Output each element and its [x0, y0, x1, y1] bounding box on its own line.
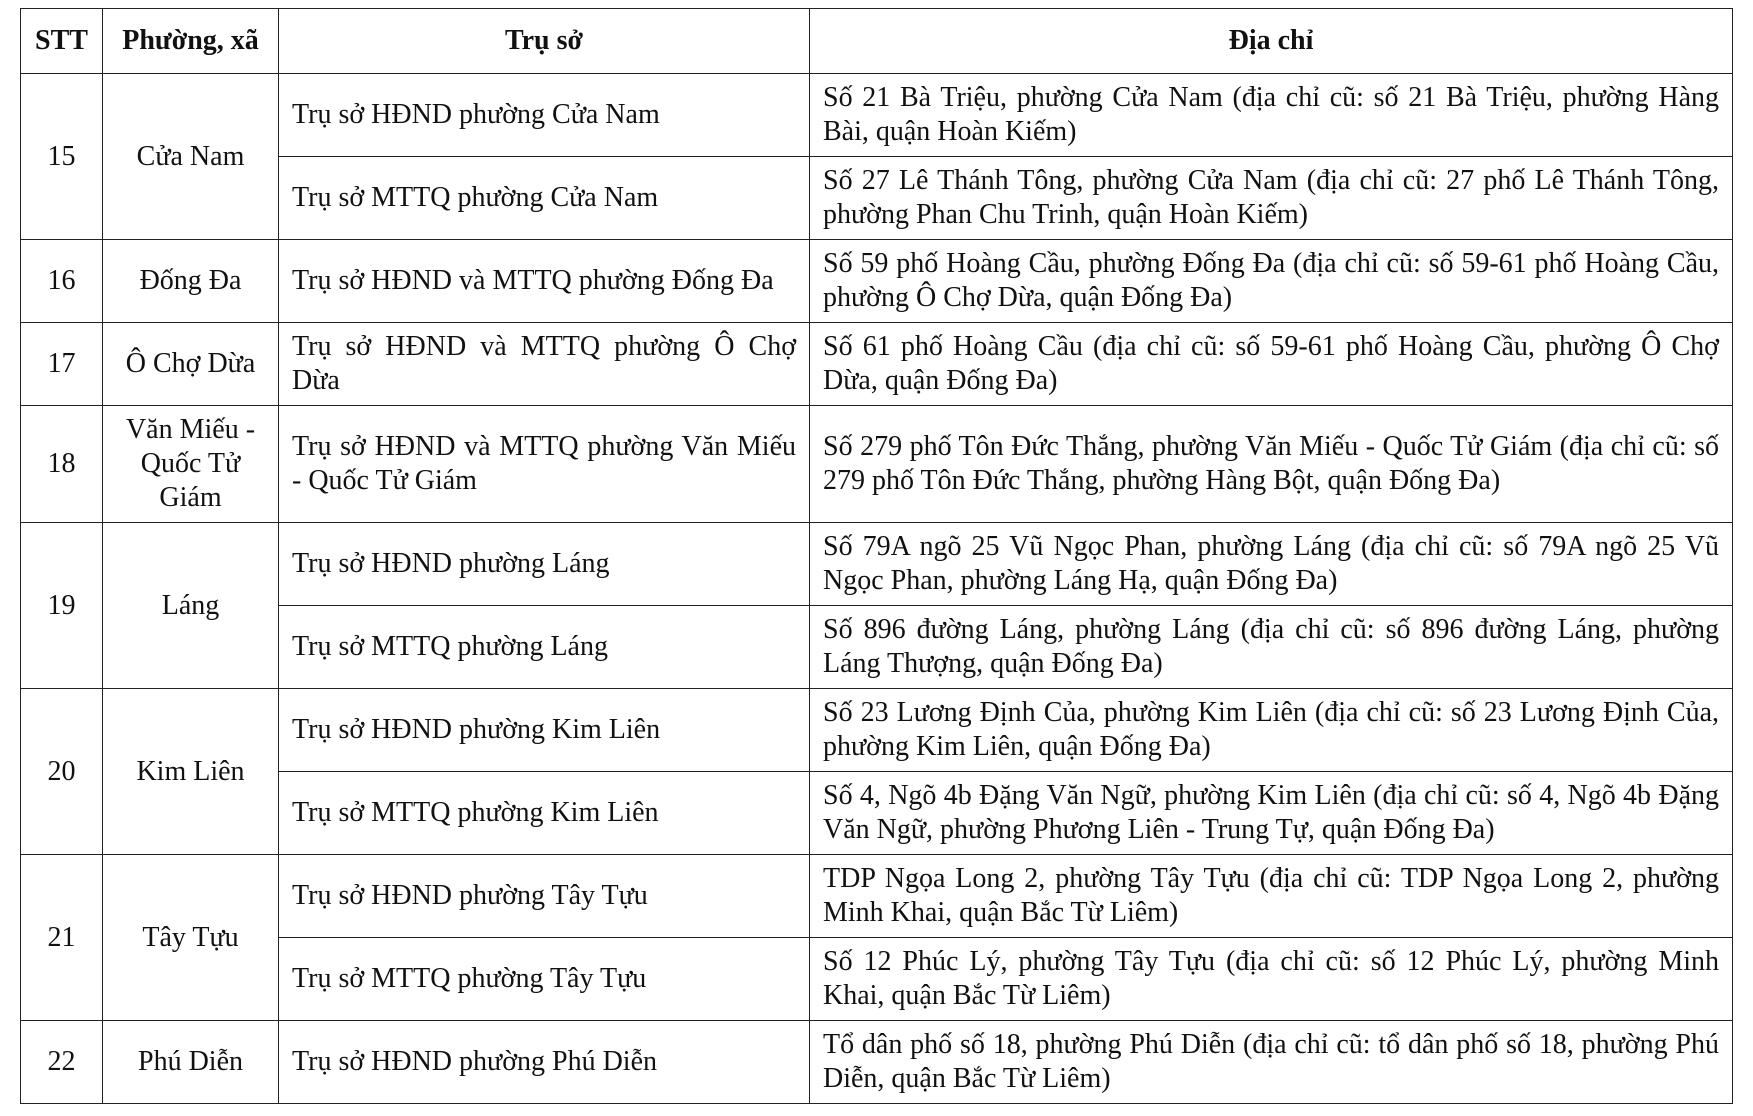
row-address: Tổ dân phố số 18, phường Phú Diễn (địa chỉ cũ: tổ dân phố số 18, phường Phú Diễn, quận Bắc Từ Liêm)	[810, 1021, 1733, 1104]
table-row	[21, 323, 1733, 406]
row-stt: 16	[21, 240, 103, 323]
row-ward: Đống Đa	[103, 240, 279, 323]
office-address-table	[20, 8, 1733, 1104]
row-office: Trụ sở MTTQ phường Láng	[279, 606, 810, 689]
row-address: Số 21 Bà Triệu, phường Cửa Nam (địa chỉ cũ: số 21 Bà Triệu, phường Hàng Bài, quận Hoàn Kiếm)	[810, 74, 1733, 157]
row-address: TDP Ngọa Long 2, phường Tây Tựu (địa chỉ cũ: TDP Ngọa Long 2, phường Minh Khai, quận Bắc Từ Liêm)	[810, 855, 1733, 938]
row-ward: Láng	[103, 523, 279, 689]
row-address: Số 27 Lê Thánh Tông, phường Cửa Nam (địa chỉ cũ: 27 phố Lê Thánh Tông, phường Phan Chu Trinh, quận Hoàn Kiếm)	[810, 157, 1733, 240]
row-address: Số 12 Phúc Lý, phường Tây Tựu (địa chỉ cũ: số 12 Phúc Lý, phường Minh Khai, quận Bắc Từ Liêm)	[810, 938, 1733, 1021]
table-row	[21, 74, 1733, 157]
table-row	[21, 1021, 1733, 1104]
row-ward: Văn Miếu - Quốc Tử Giám	[103, 406, 279, 523]
row-address: Số 59 phố Hoàng Cầu, phường Đống Đa (địa chỉ cũ: số 59-61 phố Hoàng Cầu, phường Ô Chợ Dừa, quận Đống Đa)	[810, 240, 1733, 323]
row-ward: Ô Chợ Dừa	[103, 323, 279, 406]
row-office: Trụ sở HĐND và MTTQ phường Văn Miếu - Quốc Tử Giám	[279, 406, 810, 523]
table-row	[21, 689, 1733, 772]
row-office: Trụ sở HĐND phường Láng	[279, 523, 810, 606]
row-office: Trụ sở HĐND phường Kim Liên	[279, 689, 810, 772]
row-office: Trụ sở MTTQ phường Tây Tựu	[279, 938, 810, 1021]
table-row	[21, 523, 1733, 606]
row-ward: Kim Liên	[103, 689, 279, 855]
row-address: Số 23 Lương Định Của, phường Kim Liên (địa chỉ cũ: số 23 Lương Định Của, phường Kim Liên, quận Đống Đa)	[810, 689, 1733, 772]
row-ward: Tây Tựu	[103, 855, 279, 1021]
table-header	[21, 9, 1733, 74]
header-ward: Phường, xã	[103, 9, 279, 74]
row-office: Trụ sở HĐND và MTTQ phường Đống Đa	[279, 240, 810, 323]
row-stt: 19	[21, 523, 103, 689]
row-office: Trụ sở HĐND và MTTQ phường Ô Chợ Dừa	[279, 323, 810, 406]
row-office: Trụ sở HĐND phường Cửa Nam	[279, 74, 810, 157]
row-office: Trụ sở MTTQ phường Cửa Nam	[279, 157, 810, 240]
row-ward: Phú Diễn	[103, 1021, 279, 1104]
header-stt: STT	[21, 9, 103, 74]
row-stt: 18	[21, 406, 103, 523]
table-row	[21, 855, 1733, 938]
table-row	[21, 240, 1733, 323]
row-stt: 20	[21, 689, 103, 855]
row-address: Số 79A ngõ 25 Vũ Ngọc Phan, phường Láng (địa chỉ cũ: số 79A ngõ 25 Vũ Ngọc Phan, phường Láng Hạ, quận Đống Đa)	[810, 523, 1733, 606]
row-office: Trụ sở HĐND phường Phú Diễn	[279, 1021, 810, 1104]
row-address: Số 279 phố Tôn Đức Thắng, phường Văn Miếu - Quốc Tử Giám (địa chỉ cũ: số 279 phố Tôn Đức Thắng, phường Hàng Bột, quận Đống Đa)	[810, 406, 1733, 523]
row-address: Số 61 phố Hoàng Cầu (địa chỉ cũ: số 59-61 phố Hoàng Cầu, phường Ô Chợ Dừa, quận Đống Đa)	[810, 323, 1733, 406]
row-office: Trụ sở MTTQ phường Kim Liên	[279, 772, 810, 855]
row-address: Số 4, Ngõ 4b Đặng Văn Ngữ, phường Kim Liên (địa chỉ cũ: số 4, Ngõ 4b Đặng Văn Ngữ, phường Phương Liên - Trung Tự, quận Đống Đa)	[810, 772, 1733, 855]
row-address: Số 896 đường Láng, phường Láng (địa chỉ cũ: số 896 đường Láng, phường Láng Thượng, quận Đống Đa)	[810, 606, 1733, 689]
header-address: Địa chỉ	[810, 9, 1733, 74]
table-body	[21, 74, 1733, 1104]
row-office: Trụ sở HĐND phường Tây Tựu	[279, 855, 810, 938]
row-stt: 15	[21, 74, 103, 240]
row-ward: Cửa Nam	[103, 74, 279, 240]
row-stt: 17	[21, 323, 103, 406]
header-row	[21, 9, 1733, 74]
table-row	[21, 406, 1733, 523]
header-office: Trụ sở	[279, 9, 810, 74]
row-stt: 21	[21, 855, 103, 1021]
row-stt: 22	[21, 1021, 103, 1104]
